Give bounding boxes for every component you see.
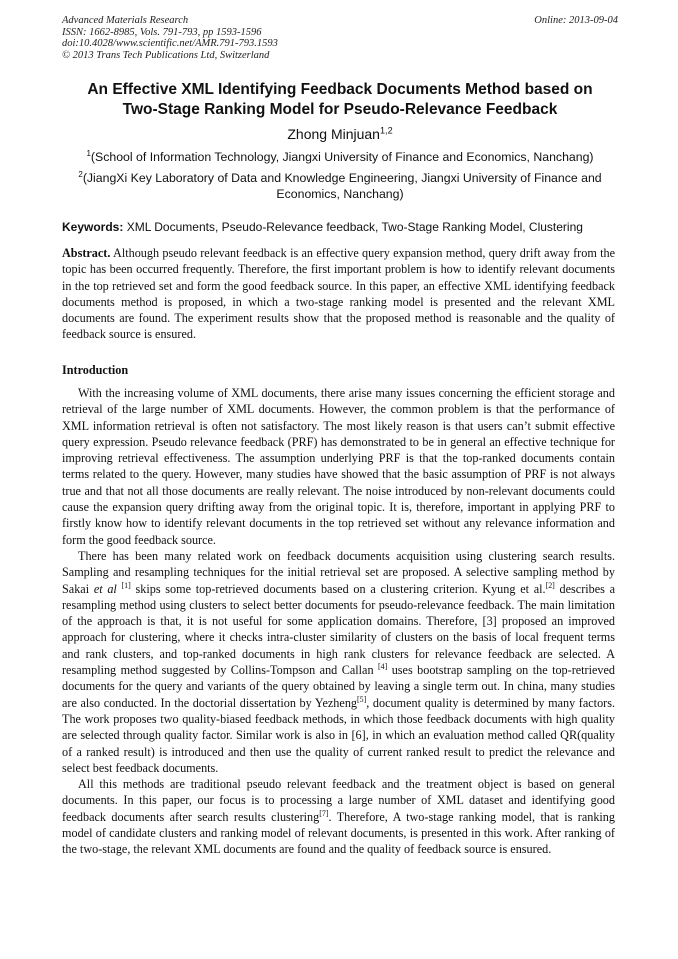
affiliation-1-text: (School of Information Technology, Jiangxi University of Finance and Economics, Nanchang) (90, 150, 594, 164)
p2-text-3: describes a resampling method using clusters to select better documents for pseudo-relevance feedback. The main limitation of the approach is that, it is not useful for some application domains. Therefore, [3] proposed an improved approach for clustering, where it checks intra-cluster similarity of clusters on the basis of local frequent terms and rank clusters, and top-ranked documents in high rank clusters for relevance feedback are selected. A resampling method suggested by Collins-Tompson and Callan (62, 581, 616, 678)
title-line-1: An Effective XML Identifying Feedback Documents Method based on (87, 81, 593, 98)
p2-text-4: uses bootstrap sampling on the top-retrieved documents for the query and variants of the query obtained by leaving a single term out. In china, many studies are also conducted. In the doctorial dissertation by Yezheng (62, 663, 616, 710)
keywords (62, 219, 618, 235)
citation-2: [2] (545, 580, 555, 590)
keywords-label: Keywords: (62, 220, 124, 234)
doi-line: doi:10.4028/www.scientific.net/AMR.791-793.1593 (62, 38, 278, 49)
author-line (62, 125, 618, 143)
abstract (62, 245, 615, 343)
title-line-2: Two-Stage Ranking Model for Pseudo-Relevance Feedback (122, 101, 558, 118)
affiliation-1 (62, 149, 618, 165)
paper-title (62, 80, 618, 120)
author-affiliation-marks: 1,2 (379, 125, 393, 136)
affiliation-2-mark: 2 (78, 169, 83, 179)
affiliation-2 (62, 170, 618, 202)
journal-name: Advanced Materials Research (62, 15, 189, 26)
affiliation-2-text: (JiangXi Key Laboratory of Data and Knowledge Engineering, Jiangxi University of Finance and Economics, Nanchang) (82, 171, 602, 201)
citation-1: [1] (121, 580, 131, 590)
p2-et-al: et al (93, 581, 117, 596)
p3-text-2: . Therefore, A two-stage ranking model, that is ranking model of candidate clusters and ranking model of relevant documents, is presented in this work. After ranking of the two-stage, the relevant XML documents are found and the quality of feedback source is ensured. (62, 809, 615, 857)
intro-paragraph-2 (62, 548, 615, 776)
abstract-label: Abstract. (62, 246, 111, 260)
p2-text-2: skips some top-retrieved documents based on a clustering criterion. Kyung et al. (130, 581, 546, 596)
author-name: Zhong Minjuan (287, 126, 380, 142)
intro-paragraph-3 (62, 776, 615, 857)
p2-text-1: There has been many related work on feedback documents acquisition using clustering search results. Sampling and resampling techniques for the initial retrieval set are proposed. A selective sampling method by Sakai (62, 548, 615, 596)
intro-paragraph-1: With the increasing volume of XML documents, there arise many issues concerning the efficient storage and retrieval of the large number of XML documents. However, the common problem is that the performance of XML information retrieval is often not satisfactory. The most likely reason is that users can’t submit effective query expression. Pseudo relevance feedback (PRF) has demonstrated to be in general an effective technique for improving retrieval effectiveness. The assumption underlying PRF is that the top-ranked documents contain terms related to the query. However, many studies have showed that the basic assumption of PRF is not always true and that not all those documents are really relevant. The noise introduced by non-relevant documents could cause the expansion query drifting away from the original topic. It is, therefore, important in applying PRF to firstly know how to identify relevant documents in the top retrieved set without any relevance information and form the good feedback source. (62, 386, 615, 547)
affiliation-1-mark: 1 (86, 148, 91, 158)
copyright-line: © 2013 Trans Tech Publications Ltd, Switzerland (62, 49, 270, 61)
p2-text-5: , document quality is determined by many factors. The work proposes two quality-biased feedback methods, in which those feedback documents with high quality are selected through quality factor. Similar work is also in [6], in which an evaluation method called QR(quality of a ranked result) is introduced and then use the quality of current ranked result to predict the relevance and select best feedback documents. (62, 695, 616, 775)
journal-header (62, 15, 618, 61)
issn-line: ISSN: 1662-8985, Vols. 791-793, pp 1593-1596 (62, 26, 262, 38)
citation-4: [4] (378, 661, 388, 671)
citation-7: [7] (319, 808, 329, 818)
keywords-text: XML Documents, Pseudo-Relevance feedback, Two-Stage Ranking Model, Clustering (123, 220, 583, 234)
abstract-text: Although pseudo relevant feedback is an effective query expansion method, query drift away from the topic has been occurred frequently. Therefore, the first important problem is how to identify relevant documents in the top retrieved set and form the good feedback source. In this paper, an effective XML identifying feedback documents method is proposed, in which a two-stage ranking model is presented and the relevant XML documents are found. The experiment results show that the proposed method is reasonable and the quality of feedback source is ensured. (62, 246, 615, 342)
p3-text-1: All this methods are traditional pseudo relevant feedback and the treatment object is based on general documents. In this paper, our focus is to processing a large number of XML dataset and identifying good feedback documents after search results clustering (62, 777, 615, 824)
introduction-body (62, 385, 615, 858)
citation-5: [5] (357, 694, 367, 704)
online-date: Online: 2013-09-04 (534, 15, 618, 26)
introduction-heading: Introduction (62, 363, 129, 377)
